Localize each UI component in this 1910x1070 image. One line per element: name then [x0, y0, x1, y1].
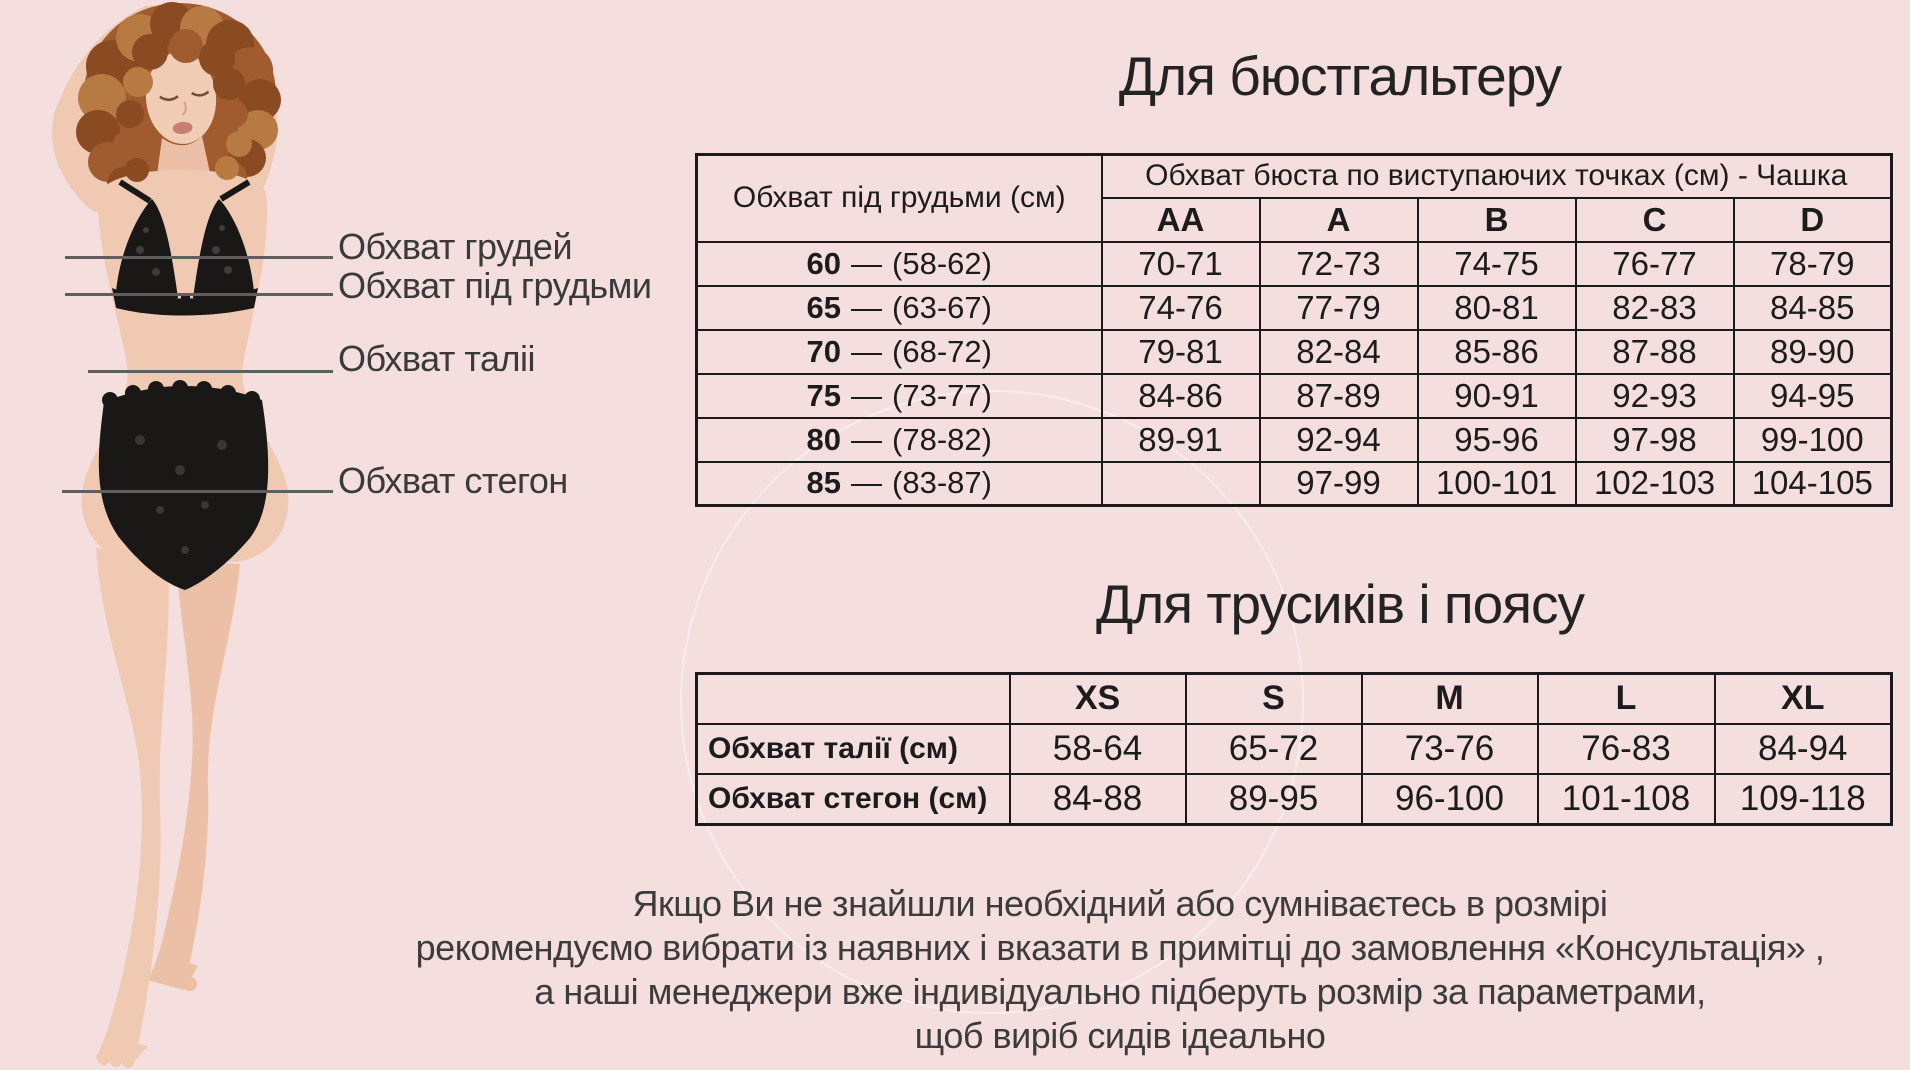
band-size-label: 60 — (58-62): [697, 242, 1102, 286]
table-cell: 58-64: [1010, 724, 1186, 774]
table-row: [697, 418, 1892, 462]
table-cell: 79-81: [1102, 330, 1260, 374]
footer-note-line: щоб виріб сидів ідеально: [914, 1015, 1326, 1056]
table-cell: 90-91: [1418, 374, 1576, 418]
cup-header-aa: AA: [1102, 198, 1260, 242]
table-cell: 97-99: [1260, 462, 1418, 506]
hips-leader-line: [62, 490, 333, 493]
panties-size-table: [695, 672, 1893, 826]
footer-note-line: рекомендуємо вибрати із наявних і вказати в примітці до замовлення «Консультація» ,: [415, 927, 1825, 968]
footer-note-line: а наші менеджери вже індивідуально підберуть розмір за параметрами,: [534, 971, 1706, 1012]
cup-header-a: A: [1260, 198, 1418, 242]
table-row: [697, 242, 1892, 286]
table-row: [697, 462, 1892, 506]
table-cell: 94-95: [1734, 374, 1892, 418]
cup-header-b: B: [1418, 198, 1576, 242]
hips-label: Обхват стегон: [338, 460, 568, 501]
table-cell: 82-83: [1576, 286, 1734, 330]
panty-table-corner: [697, 674, 1010, 724]
band-size-label: 80 — (78-82): [697, 418, 1102, 462]
size-header-s: S: [1186, 674, 1362, 724]
table-cell: 89-91: [1102, 418, 1260, 462]
size-header-l: L: [1538, 674, 1715, 724]
table-cell: 95-96: [1418, 418, 1576, 462]
footer-note-line: Якщо Ви не знайшли необхідний або сумніваєтесь в розмірі: [632, 883, 1608, 924]
table-cell: 85-86: [1418, 330, 1576, 374]
table-cell: 77-79: [1260, 286, 1418, 330]
table-cell: 89-95: [1186, 774, 1362, 825]
table-cell: 84-88: [1010, 774, 1186, 825]
bust-leader-line: [65, 256, 333, 259]
waist-row-label: Обхват талії (см): [697, 724, 1010, 774]
cup-header-d: D: [1734, 198, 1892, 242]
underbust-label: Обхват під грудьми: [338, 265, 652, 306]
model-legs: [96, 548, 240, 1068]
table-cell: 74-76: [1102, 286, 1260, 330]
bra-size-table: [695, 153, 1893, 507]
table-cell: 92-93: [1576, 374, 1734, 418]
table-cell: 70-71: [1102, 242, 1260, 286]
table-cell: 89-90: [1734, 330, 1892, 374]
table-cell: 87-89: [1260, 374, 1418, 418]
table-cell: 102-103: [1576, 462, 1734, 506]
band-size-label: 75 — (73-77): [697, 374, 1102, 418]
band-size-label: 70 — (68-72): [697, 330, 1102, 374]
table-cell: 84-85: [1734, 286, 1892, 330]
table-cell: 101-108: [1538, 774, 1715, 825]
table-cell: 74-75: [1418, 242, 1576, 286]
band-size-label: 85 — (83-87): [697, 462, 1102, 506]
hips-row-label: Обхват стегон (см): [697, 774, 1010, 825]
table-row: [697, 774, 1892, 825]
table-cell: 65-72: [1186, 724, 1362, 774]
size-header-xs: XS: [1010, 674, 1186, 724]
table-cell: 97-98: [1576, 418, 1734, 462]
table-row: [697, 286, 1892, 330]
bust-label: Обхват грудей: [338, 226, 573, 267]
table-cell: 76-83: [1538, 724, 1715, 774]
table-cell: 87-88: [1576, 330, 1734, 374]
table-cell: 104-105: [1734, 462, 1892, 506]
table-cell: 96-100: [1362, 774, 1538, 825]
table-row: [697, 330, 1892, 374]
bra-table-corner-header: Обхват під грудьми (см): [697, 155, 1102, 242]
table-cell: 100-101: [1418, 462, 1576, 506]
bra-section-title: Для бюстгальтеру: [1118, 45, 1562, 107]
table-cell: 80-81: [1418, 286, 1576, 330]
table-row: [697, 724, 1892, 774]
panties-section-title: Для трусиків і поясу: [1095, 573, 1585, 635]
table-cell: 92-94: [1260, 418, 1418, 462]
cup-header-c: C: [1576, 198, 1734, 242]
table-cell: 78-79: [1734, 242, 1892, 286]
size-header-m: M: [1362, 674, 1538, 724]
table-cell: 84-94: [1715, 724, 1892, 774]
table-cell: 73-76: [1362, 724, 1538, 774]
table-cell: 109-118: [1715, 774, 1892, 825]
underbust-leader-line: [65, 293, 333, 296]
waist-label: Обхват таліі: [338, 338, 535, 379]
footer-note: [340, 882, 1900, 1058]
table-cell: 72-73: [1260, 242, 1418, 286]
table-cell: 84-86: [1102, 374, 1260, 418]
size-header-xl: XL: [1715, 674, 1892, 724]
waist-leader-line: [88, 370, 333, 373]
band-size-label: 65 — (63-67): [697, 286, 1102, 330]
bra-table-span-header: Обхват бюста по виступаючих точках (см) - Чашка: [1102, 155, 1892, 198]
table-cell: 76-77: [1576, 242, 1734, 286]
table-row: [697, 374, 1892, 418]
table-cell: [1102, 462, 1260, 506]
table-cell: 82-84: [1260, 330, 1418, 374]
table-cell: 99-100: [1734, 418, 1892, 462]
